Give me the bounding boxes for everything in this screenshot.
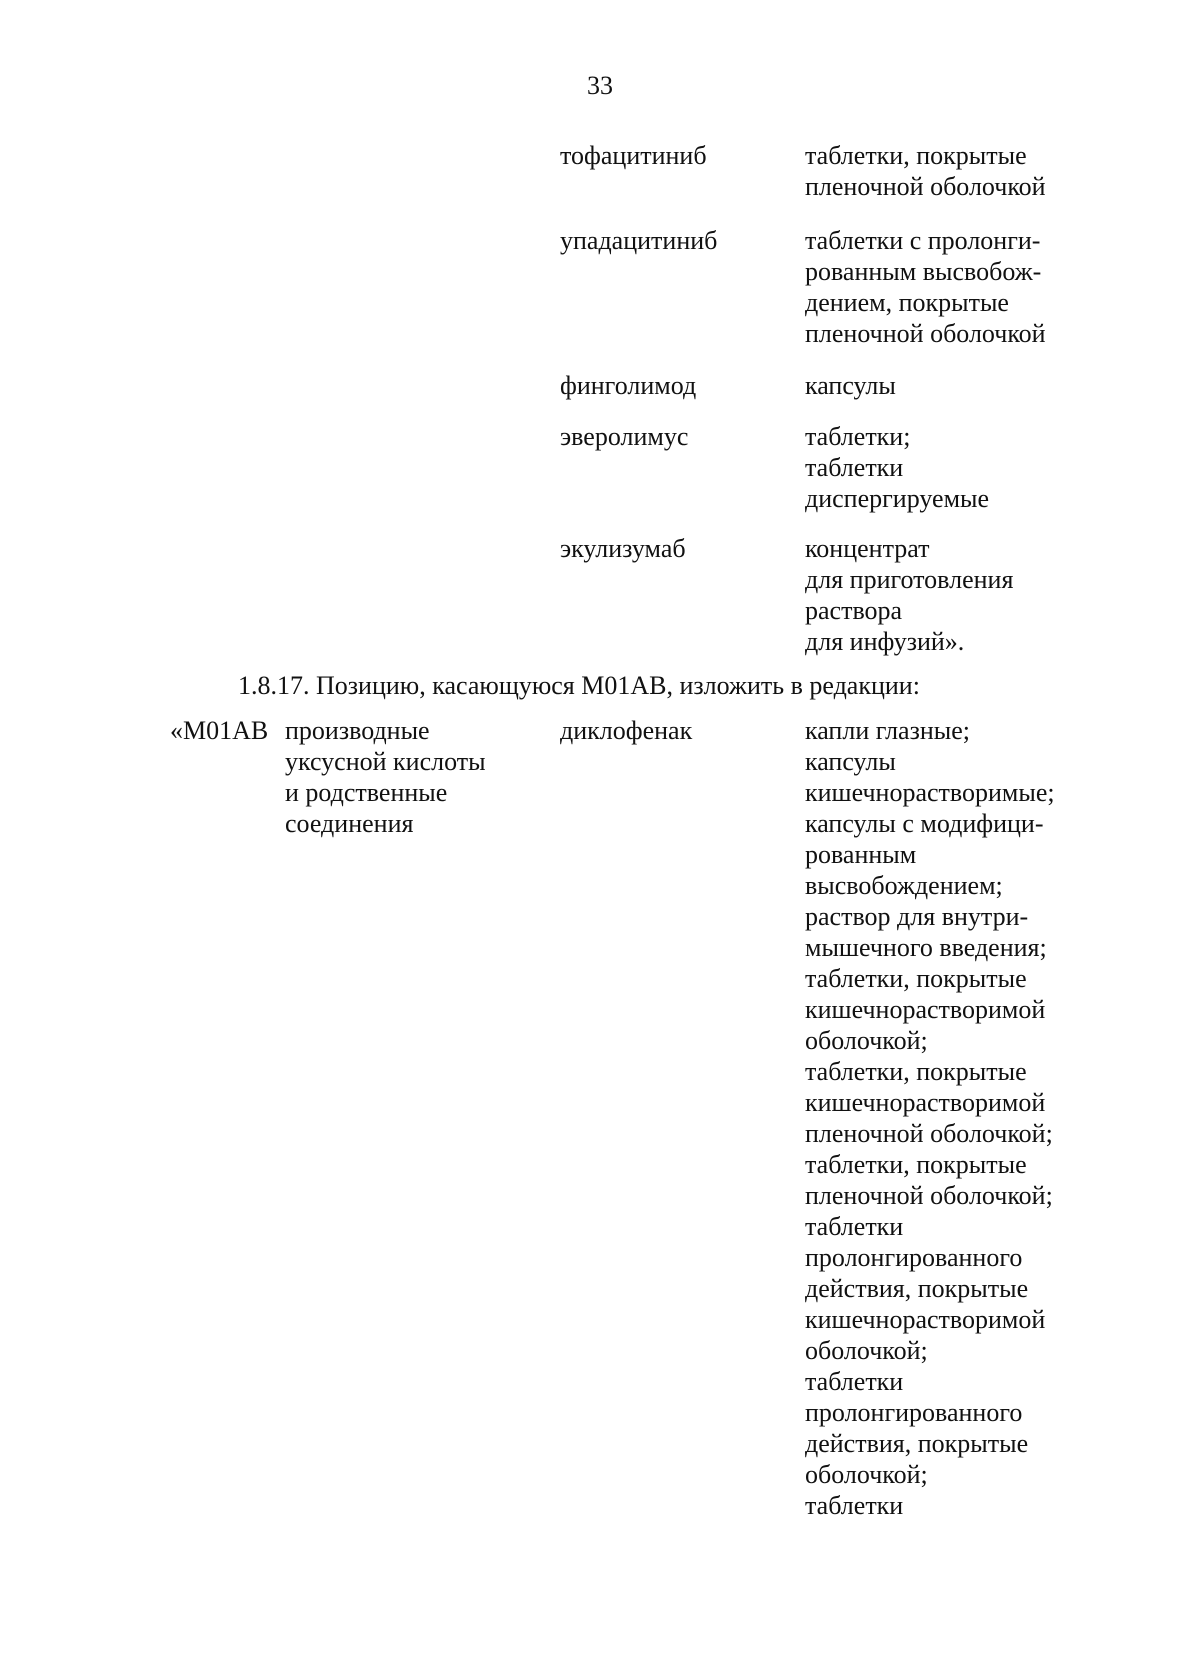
dosage-form-line: действия, покрытые bbox=[805, 1274, 1029, 1303]
dosage-form-line: таблетки; bbox=[805, 422, 911, 451]
dosage-form-line: высвобождением; bbox=[805, 871, 1003, 900]
dosage-form-line: пленочной оболочкой; bbox=[805, 1119, 1053, 1148]
dosage-form-line: таблетки, покрытые bbox=[805, 141, 1027, 170]
dosage-form-line: действия, покрытые bbox=[805, 1429, 1029, 1458]
dosage-form-line: таблетки bbox=[805, 453, 904, 482]
dosage-forms-fingolimod bbox=[805, 370, 896, 401]
dosage-form-line: раствора bbox=[805, 596, 903, 625]
atc-group-name bbox=[285, 715, 486, 839]
dosage-forms-everolimus bbox=[805, 421, 989, 514]
dosage-form-line: кишечнорастворимые; bbox=[805, 778, 1055, 807]
dosage-form-line: оболочкой; bbox=[805, 1336, 928, 1365]
dosage-form-line: капсулы bbox=[805, 371, 896, 400]
group-line: уксусной кислоты bbox=[285, 747, 486, 776]
atc-code: «М01АВ bbox=[170, 716, 269, 745]
dosage-form-line: таблетки, покрытые bbox=[805, 1150, 1027, 1179]
dosage-form-line: таблетки, покрытые bbox=[805, 964, 1027, 993]
dosage-form-line: капли глазные; bbox=[805, 716, 971, 745]
group-line: производные bbox=[285, 716, 430, 745]
dosage-form-line: таблетки bbox=[805, 1491, 904, 1520]
dosage-form-line: рованным bbox=[805, 840, 917, 869]
dosage-forms-eculizumab bbox=[805, 533, 1013, 657]
dosage-form-line: пролонгированного bbox=[805, 1398, 1023, 1427]
drug-name-everolimus: эверолимус bbox=[560, 422, 689, 451]
page-number: 33 bbox=[587, 71, 613, 100]
dosage-form-line: таблетки с пролонги- bbox=[805, 226, 1041, 255]
dosage-form-line: кишечнорастворимой bbox=[805, 995, 1046, 1024]
dosage-form-line: для инфузий». bbox=[805, 627, 965, 656]
group-line: и родственные bbox=[285, 778, 448, 807]
dosage-form-line: капсулы с модифици- bbox=[805, 809, 1044, 838]
dosage-form-line: таблетки bbox=[805, 1367, 904, 1396]
dosage-forms-diclofenac bbox=[805, 715, 1055, 1521]
dosage-forms-tofacitinib bbox=[805, 140, 1046, 202]
drug-name-upadacitinib: упадацитиниб bbox=[560, 226, 718, 255]
dosage-form-line: концентрат bbox=[805, 534, 930, 563]
dosage-form-line: раствор для внутри- bbox=[805, 902, 1029, 931]
dosage-form-line: для приготовления bbox=[805, 565, 1014, 594]
drug-name-diclofenac: диклофенак bbox=[560, 716, 693, 745]
dosage-form-line: оболочкой; bbox=[805, 1026, 928, 1055]
drug-name-eculizumab: экулизумаб bbox=[560, 534, 686, 563]
dosage-form-line: кишечнорастворимой bbox=[805, 1088, 1046, 1117]
dosage-form-line: дением, покрытые bbox=[805, 288, 1009, 317]
dosage-form-line: кишечнорастворимой bbox=[805, 1305, 1046, 1334]
dosage-form-line: пленочной оболочкой bbox=[805, 172, 1046, 201]
paragraph-1-8-17: 1.8.17. Позицию, касающуюся М01АВ, изложить в редакции: bbox=[238, 671, 920, 700]
dosage-form-line: пролонгированного bbox=[805, 1243, 1023, 1272]
dosage-forms-upadacitinib bbox=[805, 225, 1046, 349]
dosage-form-line: рованным высвобож- bbox=[805, 257, 1042, 286]
group-line: соединения bbox=[285, 809, 414, 838]
dosage-form-line: диспергируемые bbox=[805, 484, 990, 513]
drug-name-fingolimod: финголимод bbox=[560, 371, 697, 400]
dosage-form-line: пленочной оболочкой bbox=[805, 319, 1046, 348]
dosage-form-line: таблетки, покрытые bbox=[805, 1057, 1027, 1086]
dosage-form-line: оболочкой; bbox=[805, 1460, 928, 1489]
dosage-form-line: таблетки bbox=[805, 1212, 904, 1241]
dosage-form-line: капсулы bbox=[805, 747, 896, 776]
dosage-form-line: пленочной оболочкой; bbox=[805, 1181, 1053, 1210]
drug-name-tofacitinib: тофацитиниб bbox=[560, 141, 707, 170]
dosage-form-line: мышечного введения; bbox=[805, 933, 1047, 962]
